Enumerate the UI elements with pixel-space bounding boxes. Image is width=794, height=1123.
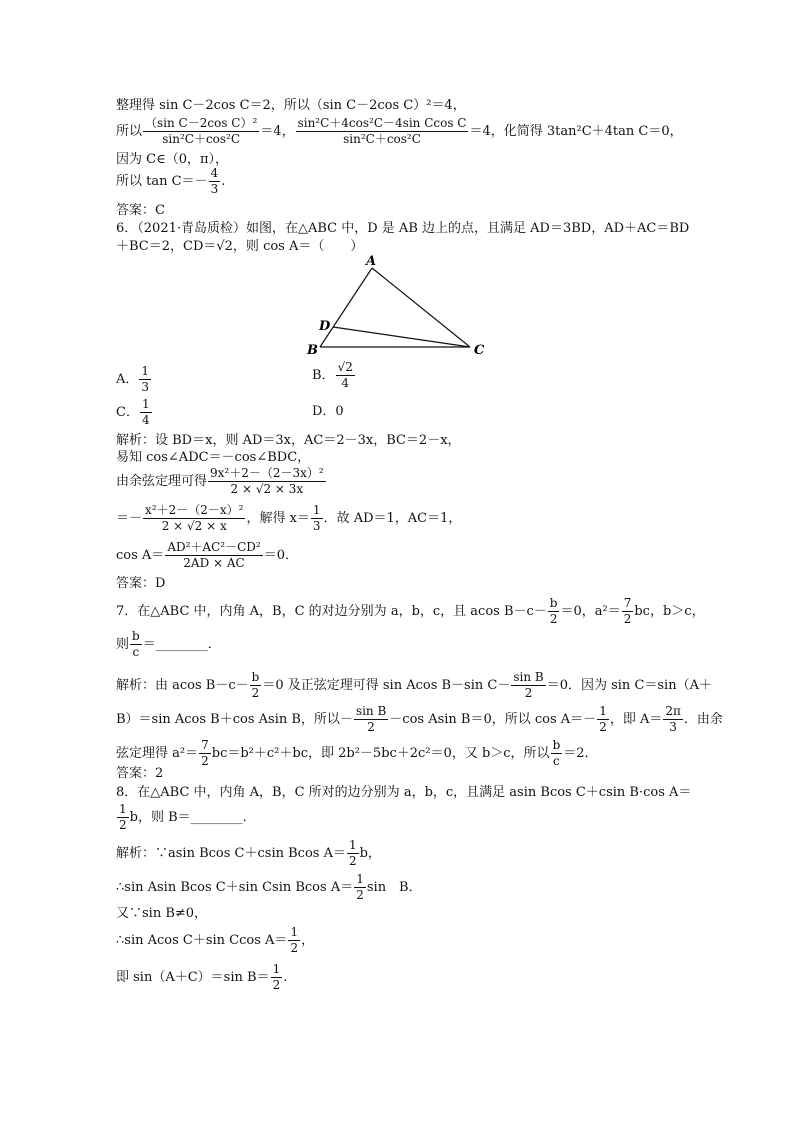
question-line: 6．（2021·青岛质检）如图，在△ABC 中，D 是 AB 边上的点，且满足 AD＝3BD，AD＋AC＝BD <box>116 221 690 236</box>
denominator: c <box>553 754 560 768</box>
fraction <box>311 503 323 534</box>
numerator: 1 <box>356 872 364 886</box>
denominator: 2 <box>356 888 364 902</box>
fraction <box>130 629 142 660</box>
vertex-label-b: B <box>307 343 318 358</box>
numerator: √2 <box>337 360 353 374</box>
text: 弦定理得 a²＝ <box>116 746 199 761</box>
solution-line: 易知 cos∠ADC＝－cos∠BDC， <box>116 450 311 465</box>
answer-line: 答案：D <box>116 576 166 591</box>
text: ＝________． <box>142 637 221 652</box>
fraction <box>551 738 563 769</box>
numerator: 7 <box>623 596 632 610</box>
numerator: 4 <box>210 166 219 180</box>
numerator: 1 <box>272 962 281 976</box>
denominator: 3 <box>141 380 150 394</box>
denominator: 2 <box>251 686 260 700</box>
text: 所以 tan C＝－ <box>116 174 208 189</box>
denominator: 4 <box>341 376 350 390</box>
text: ， <box>301 933 315 948</box>
numerator: 2π <box>665 704 681 718</box>
text: ＝－ <box>116 511 143 526</box>
solution-line <box>116 540 298 571</box>
text: 即 sin（A＋C）＝sin B＝ <box>116 970 270 985</box>
text: ＝0 及正弦定理可得 sin Acos B－sin C－ <box>262 678 511 693</box>
solution-line <box>116 704 723 735</box>
fraction <box>209 166 221 197</box>
denominator: c <box>132 645 140 659</box>
numerator: 1 <box>119 802 127 816</box>
fraction <box>199 738 211 769</box>
numerator: 7 <box>201 738 209 752</box>
text: B）＝sin Acos B＋cos Asin B，所以－ <box>116 712 353 727</box>
text: ∴sin Asin Bcos C＋sin Csin Bcos A＝ <box>116 880 354 895</box>
solution-line <box>116 466 327 497</box>
fraction <box>117 802 129 833</box>
solution-line <box>116 838 381 869</box>
fraction <box>663 704 683 735</box>
solution-line <box>116 738 598 769</box>
numerator: 1 <box>290 925 299 939</box>
text: 由余弦定理可得 <box>116 474 208 489</box>
text: ．故 AD＝1，AC＝1， <box>323 511 462 526</box>
denominator: 2 <box>599 720 607 734</box>
text: ＝2． <box>563 746 598 761</box>
fraction <box>622 596 634 627</box>
text: bc，b＞c， <box>634 604 705 619</box>
numerator: 9x²＋2－（2－3x）² <box>210 466 324 480</box>
fraction <box>296 116 469 147</box>
solution-line <box>116 503 461 534</box>
numerator: sin²C＋4cos²C－4sin Ccos C <box>297 116 467 130</box>
text: ＝0．因为 sin C＝sin（A＋ <box>546 678 712 693</box>
fraction <box>288 925 300 956</box>
answer-line: 答案：C <box>116 203 165 218</box>
numerator: 1 <box>312 503 321 517</box>
denominator: 2 × √2 × 3x <box>230 482 304 496</box>
text: 7．在△ABC 中，内角 A，B，C 的对边分别为 a，b，c，且 acos B－c－ <box>116 604 547 619</box>
point-label-d: D <box>319 319 331 334</box>
text: ∴sin Acos C＋sin Ccos A＝ <box>116 933 288 948</box>
numerator: 1 <box>348 838 357 852</box>
text: ，解得 x＝ <box>246 511 310 526</box>
text: ＝4， <box>260 124 295 139</box>
question-line <box>116 629 221 660</box>
numerator: 1 <box>599 704 607 718</box>
text: . <box>221 174 226 189</box>
numerator: （sin C－2cos C）² <box>145 116 258 130</box>
denominator: sin²C＋cos²C <box>162 132 241 146</box>
denominator: 2 × √2 × x <box>161 519 227 533</box>
text: b， <box>359 846 381 861</box>
numerator: 1 <box>141 364 150 378</box>
text: －cos Asin B＝0，所以 cos A＝－ <box>389 712 597 727</box>
fraction <box>336 360 355 391</box>
text: b，则 B＝________． <box>129 810 256 825</box>
solution-line <box>116 166 225 197</box>
fraction <box>139 364 151 395</box>
denominator: 3 <box>210 182 219 196</box>
text: . <box>283 970 288 985</box>
solution-line <box>116 670 712 701</box>
solution-line: 整理得 sin C－2cos C＝2，所以（sin C－2cos C）²＝4， <box>116 98 466 113</box>
fraction <box>511 670 545 701</box>
denominator: 3 <box>312 519 321 533</box>
fraction <box>208 466 326 497</box>
question-line: ＋BC＝2，CD＝√2，则 cos A＝（ ） <box>116 239 364 254</box>
fraction <box>143 503 245 534</box>
vertex-label-a: A <box>366 254 377 269</box>
text: sin B． <box>366 880 422 895</box>
side-ab <box>320 268 372 347</box>
fraction <box>250 670 262 701</box>
denominator: 2 <box>549 612 558 626</box>
denominator: 2 <box>524 686 533 700</box>
option-label: C． <box>116 405 139 420</box>
denominator: 2 <box>367 720 375 734</box>
fraction <box>548 596 560 627</box>
vertex-label-c: C <box>474 343 485 358</box>
text: ，即 A＝ <box>609 712 663 727</box>
denominator: 2 <box>290 941 299 955</box>
question-line: 8．在△ABC 中，内角 A，B，C 所对的边分别为 a，b，c，且满足 asin Bcos C＋csin B·cos A＝ <box>116 785 692 800</box>
text: 解析：由 acos B－c－ <box>116 678 249 693</box>
text: ＝0，a²＝ <box>560 604 621 619</box>
fraction <box>271 962 283 993</box>
denominator: 2 <box>272 978 281 992</box>
fraction <box>140 397 152 428</box>
denominator: 4 <box>141 413 150 427</box>
text: cos A＝ <box>116 548 165 563</box>
option-d: D．0 <box>312 404 344 419</box>
option-c <box>116 397 153 428</box>
solution-line <box>116 116 683 147</box>
fraction <box>347 838 359 869</box>
denominator: 2 <box>623 612 632 626</box>
fraction <box>354 872 366 903</box>
solution-line: 解析：设 BD＝x，则 AD＝3x，AC＝2－3x，BC＝2－x， <box>116 433 461 448</box>
denominator: 2 <box>119 818 127 832</box>
denominator: 2AD × AC <box>183 556 245 570</box>
text: ＝0． <box>263 548 298 563</box>
numerator: sin B <box>513 670 544 684</box>
triangle-figure <box>300 250 500 360</box>
numerator: b <box>251 670 260 684</box>
numerator: AD²＋AC²－CD² <box>167 540 261 554</box>
text: 则 <box>116 637 130 652</box>
answer-line: 答案：2 <box>116 766 164 781</box>
text: 解析：∵asin Bcos C＋csin Bcos A＝ <box>116 846 346 861</box>
denominator: sin²C＋cos²C <box>343 132 421 146</box>
solution-line <box>116 925 314 956</box>
text: bc＝b²＋c²＋bc，即 2b²－5bc＋2c²＝0，又 b＞c，所以 <box>211 746 550 761</box>
numerator: b <box>132 629 140 643</box>
fraction <box>354 704 388 735</box>
question-line <box>116 596 705 627</box>
numerator: sin B <box>355 704 387 718</box>
question-line <box>116 802 256 833</box>
fraction <box>597 704 609 735</box>
denominator: 2 <box>201 754 209 768</box>
numerator: b <box>552 738 561 752</box>
fraction <box>143 116 259 147</box>
solution-line: 又∵sin B≠0， <box>116 906 208 921</box>
denominator: 2 <box>348 854 357 868</box>
solution-line: 因为 C∈（0，π）， <box>116 152 229 167</box>
denominator: 3 <box>669 720 677 734</box>
option-label: B． <box>312 368 335 383</box>
solution-line <box>116 962 287 993</box>
option-label: A． <box>116 372 139 387</box>
solution-line <box>116 872 422 903</box>
text: ＝4，化简得 3tan²C＋4tan C＝0， <box>469 124 683 139</box>
text: ．由余 <box>683 712 723 727</box>
text: 所以 <box>116 124 143 139</box>
numerator: x²＋2－（2－x）² <box>145 503 244 517</box>
numerator: 1 <box>141 397 150 411</box>
numerator: b <box>549 596 558 610</box>
option-a <box>116 364 152 395</box>
option-b <box>312 360 356 391</box>
fraction <box>165 540 262 571</box>
